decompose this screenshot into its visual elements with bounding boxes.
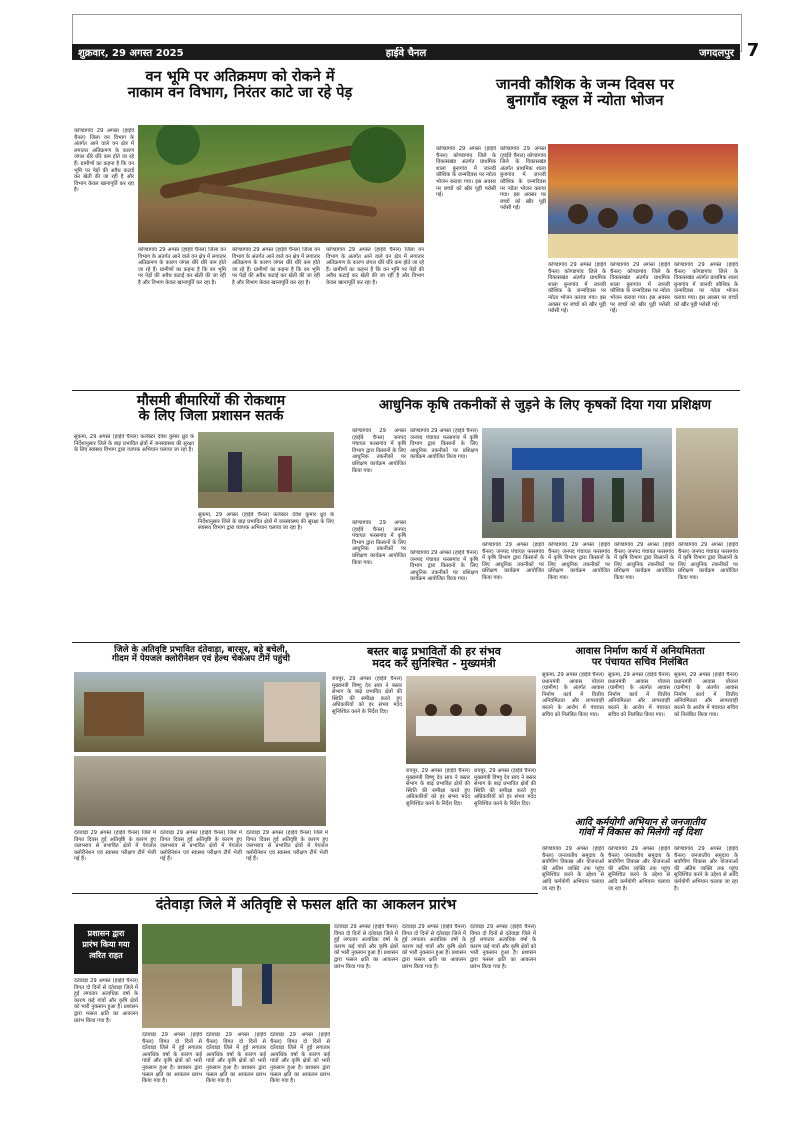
agri-body-col5: कोण्डागांव 29 अगस्त (हाईवे चैनल) जनपद पंचायत फरसगांव में कृषि विभाग द्वारा किसानों के लिए आधुनिक तकनीकों पर प्रशिक्षण कार्यक्रम आयोजित किया गया। [482,542,544,581]
flood-photo [406,676,536,764]
masthead-date: शुक्रवार, 29 अगस्त 2025 [78,48,184,59]
birthday-headline [430,78,740,110]
agri-headline: आधुनिक कृषि तकनीकों से जुड़ने के लिए कृषकों दिया गया प्रशिक्षण [378,397,712,413]
water-body-col2: दंतेवाड़ा 29 अगस्त (हाईवे चैनल) जिले में विगत दिवस हुई अतिवृष्टि के कारण हुए जलभराव से प्रभावित क्षेत्रों में पेयजल क्लोरीनेशन एवं स्वास्थ्य परीक्षण टीमें भेजी गई हैं। [160,830,242,863]
water-headline [76,646,326,665]
forest-body-col2: कोण्डागांव 29 अगस्त (हाईवे चैनल) जिला वन विभाग के अंतर्गत आने वाले वन क्षेत्र में लगातार अतिक्रमण के कारण जंगल धीरे धीरे कम होते जा रहे हैं। ग्रामीणों का कहना है कि वन भूमि पर पेड़ों की अवैध कटाई कर खेती की जा रही है और विभाग केवल खानापूर्ति कर रहा है। [138,247,226,286]
water-photo [74,672,326,752]
housing-body-col1: सुकमा, 29 अगस्त (हाईवे चैनल) प्रधानमंत्री आवास योजना (ग्रामीण) के अंतर्गत आवास निर्माण कार्य में वित्तीय अनियमितता और लापरवाही बरतने के आरोप में पंचायत सचिव को निलंबित किया गया। [542,672,604,718]
health-photo-art [198,432,334,508]
health-headline [76,394,346,425]
tribal-headline-1: आदि कर्मयोगी अभियान से जनजातीय [574,817,706,828]
flood-body-col1: रायपुर, 29 अगस्त (हाईवे चैनल) मुख्यमंत्री विष्णु देव साय ने बस्तर संभाग के बाढ़ प्रभावित क्षेत्रों की स्थिति की समीक्षा करते हुए अधिकारियों को हर संभव मदद सुनिश्चित करने के निर्देश दिए। [332,676,402,715]
flood-headline-1: बस्तर बाढ़ प्रभावितों की हर संभव [367,645,501,658]
birthday-body-col5: कोण्डागांव 29 अगस्त (हाईवे चैनल) कोण्डागांव जिले के विकासखंड अंतर्गत प्राथमिक शाला बुनागांव में जानवी कौशिक के जन्मदिवस पर न्योता भोजन कराया गया। इस अवसर पर बच्चों को खीर पूड़ी परोसी गई। [674,262,738,308]
health-headline-1: मौसमी बीमारियों की रोकथाम [136,393,286,409]
masthead-paper: हाईवे चैनल [385,48,427,59]
agri-photo [482,428,672,538]
forest-photo-art [138,125,424,243]
crop-callout-line1: प्रशासन द्वारा [87,929,125,938]
crop-body-col2: दंतेवाड़ा 29 अगस्त (हाईवे चैनल) विगत दो दिनों से दंतेवाड़ा जिले में हुई लगातार अत्यधिक वर्षा के कारण कई गांवों और कृषि क्षेत्रों को भारी नुकसान हुआ है। प्रशासन द्वारा फसल क्षति का आकलन प्रारंभ किया गया है। [142,1032,202,1085]
health-headline-2: के लिए जिला प्रशासन सतर्क [138,408,284,425]
agri-photo-art [482,428,672,538]
crop-headline-wrap [76,898,536,913]
masthead-city: जगदलपुर [699,48,735,59]
water-body-col3: दंतेवाड़ा 29 अगस्त (हाईवे चैनल) जिले में विगत दिवस हुई अतिवृष्टि के कारण हुए जलभराव से प्रभावित क्षेत्रों में पेयजल क्लोरीनेशन एवं स्वास्थ्य परीक्षण टीमें भेजी गई हैं। [246,830,328,863]
agri-body-col8: कोण्डागांव 29 अगस्त (हाईवे चैनल) जनपद पंचायत फरसगांव में कृषि विभाग द्वारा किसानों के लिए आधुनिक तकनीकों पर प्रशिक्षण कार्यक्रम आयोजित किया गया। [678,542,738,581]
masthead-ribbon [72,44,740,60]
birthday-headline-1: जानवी कौशिक के जन्म दिवस पर [496,77,674,93]
crop-callout-box [74,924,138,974]
housing-body-col3: सुकमा, 29 अगस्त (हाईवे चैनल) प्रधानमंत्री आवास योजना (ग्रामीण) के अंतर्गत आवास निर्माण कार्य में वित्तीय अनियमितता और लापरवाही बरतने के आरोप में पंचायत सचिव को निलंबित किया गया। [674,672,738,718]
divider-2 [72,642,740,643]
crop-photo [142,924,330,1028]
tribal-body-col3: कोण्डागांव 29 अगस्त (हाईवे चैनल) जनजातीय समुदाय के सर्वांगीण विकास और योजनाओं की अंतिम व्यक्ति तक पहुंच सुनिश्चित करने के उद्देश्य से आदि कर्मयोगी अभियान चलाया जा रहा है। [674,846,738,892]
flood-headline-2: मदद करें सुनिश्चित - मुख्यमंत्री [372,657,496,671]
crop-photo-art [142,924,330,1028]
tribal-body-col2: कोण्डागांव 29 अगस्त (हाईवे चैनल) जनजातीय समुदाय के सर्वांगीण विकास और योजनाओं की अंतिम व्यक्ति तक पहुंच सुनिश्चित करने के उद्देश्य से आदि कर्मयोगी अभियान चलाया जा रहा है। [608,846,670,892]
forest-photo [138,125,424,243]
crop-callout-line2: प्रारंभ किया गया [82,940,130,949]
forest-headline [76,70,404,102]
crop-headline: दंतेवाड़ा जिले में अतिवृष्टि से फसल क्षति का आकलन प्रारंभ [155,897,457,913]
water-headline-2: गीदम में पेयजल क्लोरीनेशन एवं हेल्थ चेकअप टीमें पहुंची [112,654,290,665]
birthday-photo-art [548,144,738,258]
crop-body-col4: दंतेवाड़ा 29 अगस्त (हाईवे चैनल) विगत दो दिनों से दंतेवाड़ा जिले में हुई लगातार अत्यधिक वर्षा के कारण कई गांवों और कृषि क्षेत्रों को भारी नुकसान हुआ है। प्रशासन द्वारा फसल क्षति का आकलन प्रारंभ किया गया है। [270,1032,330,1085]
agri-body-col7: कोण्डागांव 29 अगस्त (हाईवे चैनल) जनपद पंचायत फरसगांव में कृषि विभाग द्वारा किसानों के लिए आधुनिक तकनीकों पर प्रशिक्षण कार्यक्रम आयोजित किया गया। [614,542,674,581]
agri-photo-2 [676,428,738,538]
water-headline-1: जिले के अतिवृष्टि प्रभावित दंतेवाड़ा, बारसूर, बड़े बचेली, [114,645,288,655]
birthday-body-col4: कोण्डागांव 29 अगस्त (हाईवे चैनल) कोण्डागांव जिले के विकासखंड अंतर्गत प्राथमिक शाला बुनागांव में जानवी कौशिक के जन्मदिवस पर न्योता भोजन कराया गया। इस अवसर पर बच्चों को खीर पूड़ी परोसी गई। [610,262,670,315]
forest-body-col4: कोण्डागांव 29 अगस्त (हाईवे चैनल) जिला वन विभाग के अंतर्गत आने वाले वन क्षेत्र में लगातार अतिक्रमण के कारण जंगल धीरे धीरे कम होते जा रहे हैं। ग्रामीणों का कहना है कि वन भूमि पर पेड़ों की अवैध कटाई कर खेती की जा रही है और विभाग केवल खानापूर्ति कर रहा है। [326,247,424,286]
agri-body-col3: कोण्डागांव 29 अगस्त (हाईवे चैनल) जनपद पंचायत फरसगांव में कृषि विभाग द्वारा किसानों के लिए आधुनिक तकनीकों पर प्रशिक्षण कार्यक्रम आयोजित किया गया। [352,520,406,566]
crop-body-col3: दंतेवाड़ा 29 अगस्त (हाईवे चैनल) विगत दो दिनों से दंतेवाड़ा जिले में हुई लगातार अत्यधिक वर्षा के कारण कई गांवों और कृषि क्षेत्रों को भारी नुकसान हुआ है। प्रशासन द्वारा फसल क्षति का आकलन प्रारंभ किया गया है। [206,1032,266,1085]
page-number: 7 [746,40,760,61]
agri-body-col1: कोण्डागांव 29 अगस्त (हाईवे चैनल) जनपद पंचायत फरसगांव में कृषि विभाग द्वारा किसानों के लिए आधुनिक तकनीकों पर प्रशिक्षण कार्यक्रम आयोजित किया गया। [352,428,406,474]
crop-body-col7: दंतेवाड़ा 29 अगस्त (हाईवे चैनल) विगत दो दिनों से दंतेवाड़ा जिले में हुई लगातार अत्यधिक वर्षा के कारण कई गांवों और कृषि क्षेत्रों को भारी नुकसान हुआ है। प्रशासन द्वारा फसल क्षति का आकलन प्रारंभ किया गया है। [470,924,536,970]
agri-body-col2: कोण्डागांव 29 अगस्त (हाईवे चैनल) जनपद पंचायत फरसगांव में कृषि विभाग द्वारा किसानों के लिए आधुनिक तकनीकों पर प्रशिक्षण कार्यक्रम आयोजित किया गया। [410,428,478,461]
birthday-body-col2: कोण्डागांव 29 अगस्त (हाईवे चैनल) कोण्डागांव जिले के विकासखंड अंतर्गत प्राथमिक शाला बुनागांव में जानवी कौशिक के जन्मदिवस पर न्योता भोजन कराया गया। इस अवसर पर बच्चों को खीर पूड़ी परोसी गई। [500,146,546,212]
health-body-col1: सुकमा, 29 अगस्त (हाईवे चैनल) कलेक्टर देवेश कुमार ध्रुव के निर्देशानुसार जिले के बाढ़ प्रभावित क्षेत्रों में जनस्वास्थ्य की सुरक्षा के लिए स्वास्थ्य विभाग द्वारा व्यापक अभियान चलाया जा रहा है। [74,434,194,454]
water-photo-art [74,672,326,752]
housing-body-col2: सुकमा, 29 अगस्त (हाईवे चैनल) प्रधानमंत्री आवास योजना (ग्रामीण) के अंतर्गत आवास निर्माण कार्य में वित्तीय अनियमितता और लापरवाही बरतने के आरोप में पंचायत सचिव को निलंबित किया गया। [608,672,670,718]
health-body-col2: सुकमा, 29 अगस्त (हाईवे चैनल) कलेक्टर देवेश कुमार ध्रुव के निर्देशानुसार जिले के बाढ़ प्रभावित क्षेत्रों में जनस्वास्थ्य की सुरक्षा के लिए स्वास्थ्य विभाग द्वारा व्यापक अभियान चलाया जा रहा है। [198,512,334,532]
agri-body-col6: कोण्डागांव 29 अगस्त (हाईवे चैनल) जनपद पंचायत फरसगांव में कृषि विभाग द्वारा किसानों के लिए आधुनिक तकनीकों पर प्रशिक्षण कार्यक्रम आयोजित किया गया। [548,542,610,581]
flood-headline [332,646,536,670]
divider-1 [72,390,740,391]
tribal-body-col1: कोण्डागांव 29 अगस्त (हाईवे चैनल) जनजातीय समुदाय के सर्वांगीण विकास और योजनाओं की अंतिम व्यक्ति तक पहुंच सुनिश्चित करने के उद्देश्य से आदि कर्मयोगी अभियान चलाया जा रहा है। [542,846,604,892]
water-photo-2 [74,756,326,826]
crop-body-col5: दंतेवाड़ा 29 अगस्त (हाईवे चैनल) विगत दो दिनों से दंतेवाड़ा जिले में हुई लगातार अत्यधिक वर्षा के कारण कई गांवों और कृषि क्षेत्रों को भारी नुकसान हुआ है। प्रशासन द्वारा फसल क्षति का आकलन प्रारंभ किया गया है। [334,924,398,970]
housing-headline [542,646,738,668]
crop-callout-line3: त्वरित राहत [89,951,123,960]
flood-body-col3: रायपुर, 29 अगस्त (हाईवे चैनल) मुख्यमंत्री विष्णु देव साय ने बस्तर संभाग के बाढ़ प्रभावित क्षेत्रों की स्थिति की समीक्षा करते हुए अधिकारियों को हर संभव मदद सुनिश्चित करने के निर्देश दिए। [474,768,536,807]
water-body-col1: दंतेवाड़ा 29 अगस्त (हाईवे चैनल) जिले में विगत दिवस हुई अतिवृष्टि के कारण हुए जलभराव से प्रभावित क्षेत्रों में पेयजल क्लोरीनेशन एवं स्वास्थ्य परीक्षण टीमें भेजी गई हैं। [74,830,156,863]
crop-body-col1: दंतेवाड़ा 29 अगस्त (हाईवे चैनल) विगत दो दिनों से दंतेवाड़ा जिले में हुई लगातार अत्यधिक वर्षा के कारण कई गांवों और कृषि क्षेत्रों को भारी नुकसान हुआ है। प्रशासन द्वारा फसल क्षति का आकलन प्रारंभ किया गया है। [74,978,138,1024]
birthday-headline-2: बुनागाँव स्कूल में न्योता भोजन [506,92,664,109]
crop-body-col6: दंतेवाड़ा 29 अगस्त (हाईवे चैनल) विगत दो दिनों से दंतेवाड़ा जिले में हुई लगातार अत्यधिक वर्षा के कारण कई गांवों और कृषि क्षेत्रों को भारी नुकसान हुआ है। प्रशासन द्वारा फसल क्षति का आकलन प्रारंभ किया गया है। [402,924,466,970]
forest-body-col3: कोण्डागांव 29 अगस्त (हाईवे चैनल) जिला वन विभाग के अंतर्गत आने वाले वन क्षेत्र में लगातार अतिक्रमण के कारण जंगल धीरे धीरे कम होते जा रहे हैं। ग्रामीणों का कहना है कि वन भूमि पर पेड़ों की अवैध कटाई कर खेती की जा रही है और विभाग केवल खानापूर्ति कर रहा है। [232,247,320,286]
agri-headline-wrap [350,398,740,413]
divider-3 [72,893,538,894]
tribal-headline-2: गांवों में विकास को मिलेगी नई दिशा [578,827,702,839]
tribal-headline [542,818,738,839]
forest-headline-1: वन भूमि पर अतिक्रमण को रोकने में [145,69,335,85]
birthday-body-col3: कोण्डागांव 29 अगस्त (हाईवे चैनल) कोण्डागांव जिले के विकासखंड अंतर्गत प्राथमिक शाला बुनागांव में जानवी कौशिक के जन्मदिवस पर न्योता भोजन कराया गया। इस अवसर पर बच्चों को खीर पूड़ी परोसी गई। [548,262,606,315]
birthday-photo [548,144,738,258]
forest-body-col1: कोण्डागांव 29 अगस्त (हाईवे चैनल) जिला वन विभाग के अंतर्गत आने वाले वन क्षेत्र में लगातार अतिक्रमण के कारण जंगल धीरे धीरे कम होते जा रहे हैं। ग्रामीणों का कहना है कि वन भूमि पर पेड़ों की अवैध कटाई कर खेती की जा रही है और विभाग केवल खानापूर्ति कर रहा है। [74,128,134,194]
housing-headline-1: आवास निर्माण कार्य में अनियमितता [575,646,705,657]
agri-body-col4: कोण्डागांव 29 अगस्त (हाईवे चैनल) जनपद पंचायत फरसगांव में कृषि विभाग द्वारा किसानों के लिए आधुनिक तकनीकों पर प्रशिक्षण कार्यक्रम आयोजित किया गया। [410,550,478,583]
flood-photo-art [406,676,536,764]
housing-headline-2: पर पंचायत सचिव निलंबित [591,657,689,668]
health-photo [198,432,334,508]
forest-headline-2: नाकाम वन विभाग, निरंतर काटे जा रहे पेड़ [127,84,353,101]
birthday-body-col1: कोण्डागांव 29 अगस्त (हाईवे चैनल) कोण्डागांव जिले के विकासखंड अंतर्गत प्राथमिक शाला बुनागांव में जानवी कौशिक के जन्मदिवस पर न्योता भोजन कराया गया। इस अवसर पर बच्चों को खीर पूड़ी परोसी गई। [436,146,496,199]
flood-body-col2: रायपुर, 29 अगस्त (हाईवे चैनल) मुख्यमंत्री विष्णु देव साय ने बस्तर संभाग के बाढ़ प्रभावित क्षेत्रों की स्थिति की समीक्षा करते हुए अधिकारियों को हर संभव मदद सुनिश्चित करने के निर्देश दिए। [406,768,470,807]
